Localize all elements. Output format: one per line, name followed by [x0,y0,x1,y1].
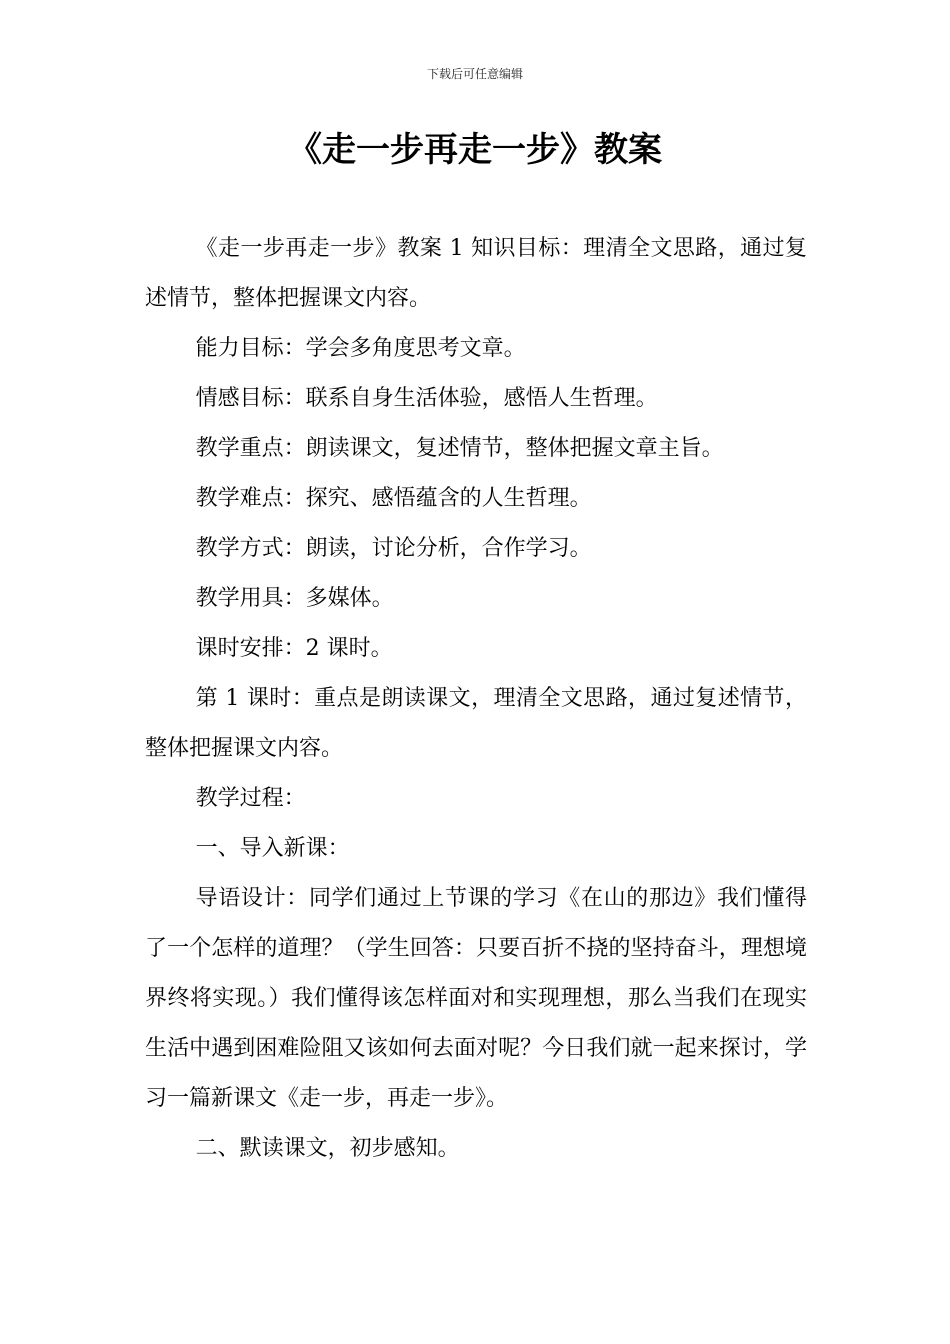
header-note: 下载后可任意编辑 [426,67,523,81]
document-body [145,224,807,1174]
paragraph-lesson-one: 第 1 课时：重点是朗读课文，理清全文思路，通过复述情节，整体把握课文内容。 [145,686,807,761]
paragraph-key-points: 教学重点：朗读课文，复述情节，整体把握文章主旨。 [195,436,724,461]
paragraph-teaching-method: 教学方式：朗读，讨论分析，合作学习。 [195,536,592,561]
paragraph-emotion-goal: 情感目标：联系自身生活体验，感悟人生哲理。 [195,386,658,411]
document-title: 《走一步再走一步》教案 [288,130,662,170]
paragraph-process-heading: 教学过程： [195,786,306,811]
paragraph-teaching-tools: 教学用具：多媒体。 [195,586,394,611]
paragraph-section-one: 一、导入新课： [195,836,350,861]
paragraph-section-two: 二、默读课文，初步感知。 [195,1136,460,1161]
paragraph-knowledge-goal: 《走一步再走一步》教案 1 知识目标：理清全文思路，通过复述情节，整体把握课文内容。 [145,236,807,311]
paragraph-difficulties: 教学难点：探究、感悟蕴含的人生哲理。 [195,486,592,511]
paragraph-ability-goal: 能力目标：学会多角度思考文章。 [195,336,526,361]
paragraph-intro-design: 导语设计：同学们通过上节课的学习《在山的那边》我们懂得了一个怎样的道理？（学生回答：只要百折不挠的坚持奋斗，理想境界终将实现。）我们懂得该怎样面对和实现理想，那么当我们在现实生活中遇到困难险阻又该如何去面对呢？今日我们就一起来探讨，学习一篇新课文《走一步，再走一步》。 [145,886,807,1111]
paragraph-schedule: 课时安排：2 课时。 [195,636,393,661]
